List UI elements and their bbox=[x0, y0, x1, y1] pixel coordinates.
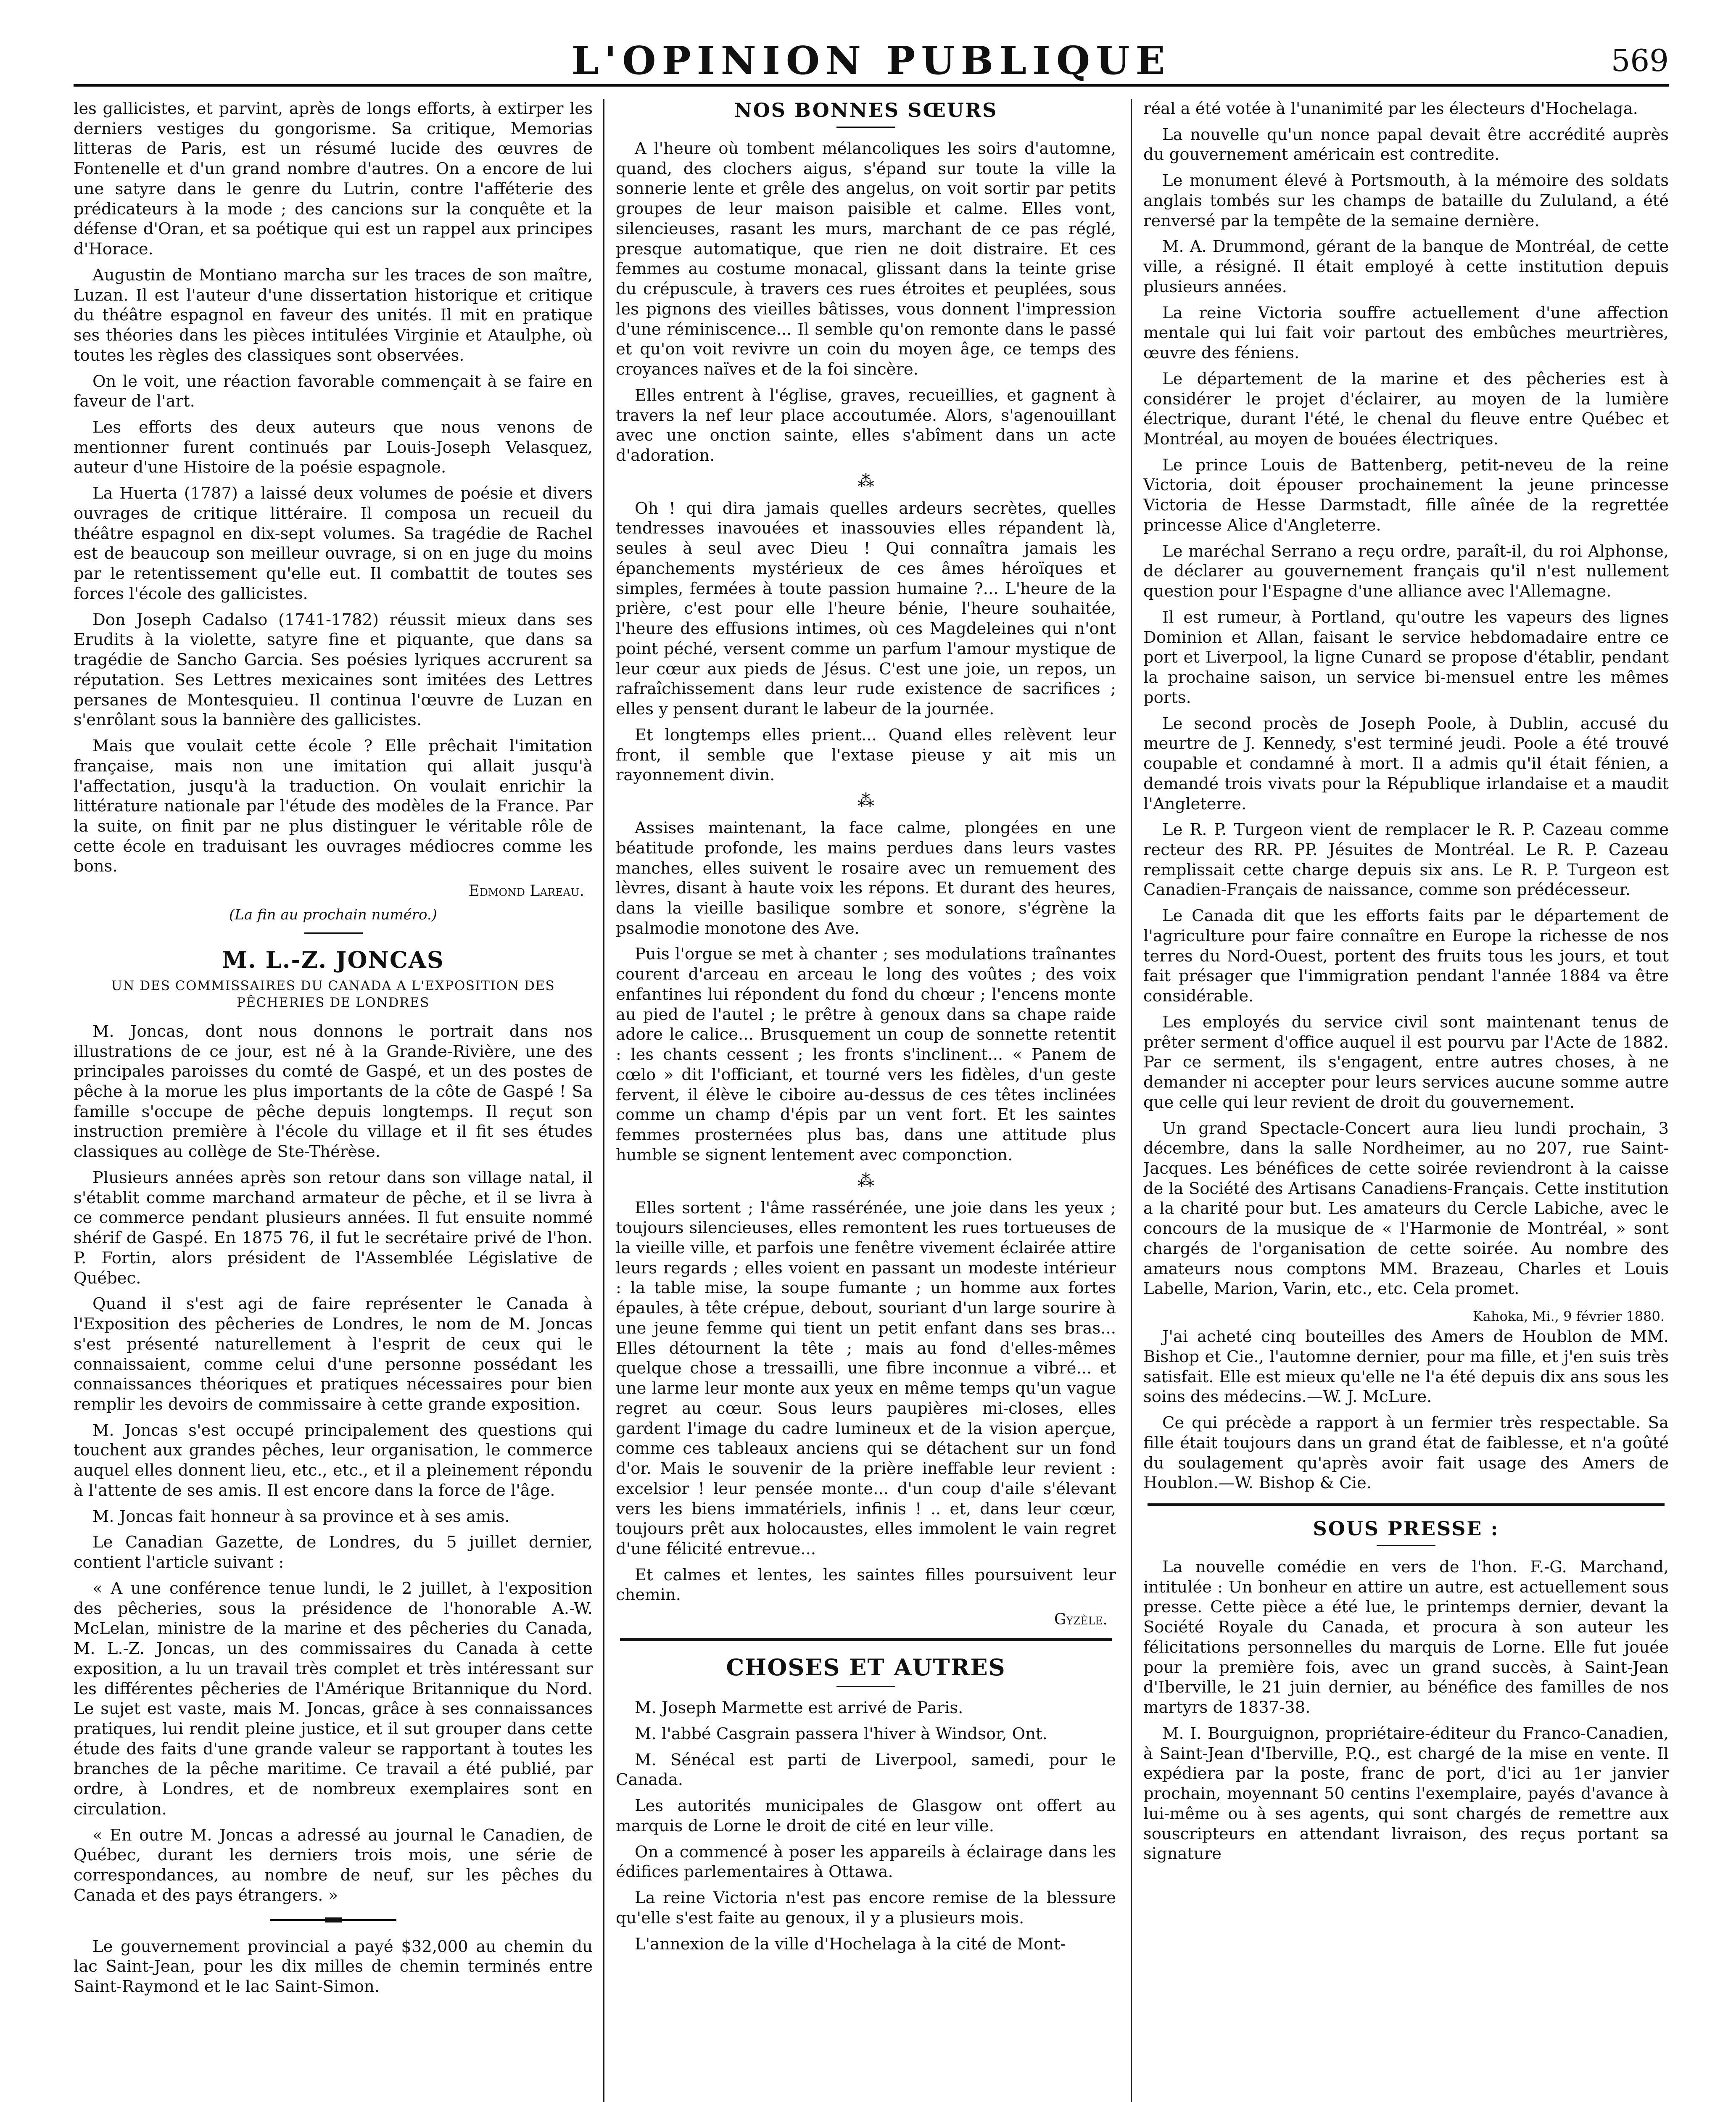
article-heading-bonnes-soeurs: NOS BONNES SŒURS bbox=[734, 99, 998, 121]
separator-rule bbox=[304, 932, 363, 934]
article-paragraph: Elles sortent ; l'âme rassérénée, une joie dans les yeux ; toujours silencieuses, elles remontent les rues tortueuses de la vieille ville, et parfois une fenêtre vivement éclairée attire leurs regards ; elles voient en passant un modeste intérieur : la table mise, la soupe fumante ; un homme aux fortes épaules, à tête crépue, debout, souriant d'un large sourire à une jeune femme qui tient un petit enfant dans ses bras... Elles détournent la tête ; mais au fond d'elles-mêmes quelque chose a tressailli, une fibre inconnue a vibré... et une larme leur monte aux yeux en même temps qu'un vague regret au cœur. Sous leurs paupières mi-closes, elles gardent l'image du cadre lumineux et de la vision aperçue, comme ces tableaux anciens qui se détachent sur un fond d'or. Mais le souvenir de la prière ineffable leur revient : excelsior ! leur pensée monte... d'un coup d'aile s'élevant vers les biens immatériels, infinis ! .. et, dans leur cœur, toujours prêt aux holocaustes, elles immolent le vain regret d'une félicité entrevue... bbox=[616, 1198, 1116, 1558]
article-paragraph: Puis l'orgue se met à chanter ; ses modulations traînantes courent d'arceau en arceau le long des voûtes ; des voix enfantines lui répondent du fond du chœur ; l'encens monte au pied de l'autel ; le prêtre à genoux dans sa chape raide adore le calice... Brusquement un coup de sonnette retentit : les chants cessent ; les fronts s'inclinent... « Panem de cœlo » dit l'officiant, et tourné vers les fidèles, d'un geste fervent, il élève le ciboire au-dessus de ces têtes inclinées comme un champ d'épis par un vent fort. Et les saintes femmes prosternées plus bas, dans une attitude plus humble se signent lentement avec componction. bbox=[616, 945, 1116, 1165]
news-item: Un grand Spectacle-Concert aura lieu lundi prochain, 3 décembre, dans la salle Nordheimer, au no 207, rue Saint-Jacques. Les bénéfices de cette soirée reviendront à la caisse de la Société des Artisans Canadiens-Français. Cette institution a la charité pour but. Les amateurs du Cercle Labiche, avec le concours de la musique de « l'Harmonie de Montréal, » sont chargés de l'organisation de cette soirée. Au nombre des amateurs nous comptons MM. Brazeau, Charles et Louis Labelle, Marion, Varin, etc., etc. Cela promet. bbox=[1143, 1119, 1669, 1299]
article-heading-joncas: M. L.-Z. JONCAS bbox=[222, 946, 444, 974]
article-paragraph: M. Joncas, dont nous donnons le portrait dans nos illustrations de ce jour, est né à la Grande-Rivière, une des principales paroisses du comté de Gaspé, et un des postes de pêche à la morue les plus importants de la côte de Gaspé ! Sa famille s'occupe de pêche depuis longtemps. Il reçut son instruction première à l'école du village et il fit ses études classiques au collège de Ste-Thérèse. bbox=[74, 1022, 593, 1162]
article-paragraph: Le gouvernement provincial a payé $32,000 au chemin du lac Saint-Jean, pour les dix milles de chemin terminés entre Saint-Raymond et le lac Saint-Simon. bbox=[74, 1937, 593, 1996]
article-paragraph: Les efforts des deux auteurs que nous venons de mentionner furent continués par Louis-Joseph Velasquez, auteur d'une Histoire de la poésie espagnole. bbox=[74, 418, 593, 477]
article-heading-sous-presse: SOUS PRESSE : bbox=[1313, 1517, 1499, 1540]
article-paragraph: Quand il s'est agi de faire représenter le Canada à l'Exposition des pêcheries de Londres, le nom de M. Joncas s'est présenté naturellement à l'esprit de ceux qui le connaissaient, comme celui d'une personne possédant les connaissances théoriques et pratiques nécessaires pour bien remplir les devoirs de commissaire à cette grande exposition. bbox=[74, 1294, 593, 1414]
column-divider bbox=[1131, 99, 1132, 2102]
news-item: L'annexion de la ville d'Hochelaga à la cité de Mont- bbox=[635, 1934, 1066, 1954]
article-paragraph: Don Joseph Cadalso (1741-1782) réussit mieux dans ses Erudits à la violette, satyre fine et piquante, que dans sa tragédie de Sancho Garcia. Ses poésies lyriques accrurent sa réputation. Ses Lettres mexicaines sont imitées des Lettres persanes de Montesquieu. Il continua l'œuvre de Luzan en s'enrôlant sous la bannière des gallicistes. bbox=[74, 610, 593, 730]
news-item: M. Joseph Marmette est arrivé de Paris. bbox=[635, 1698, 963, 1718]
news-item: M. A. Drummond, gérant de la banque de Montréal, de cette ville, a résigné. Il était employé à cette institution depuis plusieurs années. bbox=[1143, 237, 1669, 296]
article-paragraph: Assises maintenant, la face calme, plongées en une béatitude profonde, les mains perdues dans leurs vastes manches, elles suivent le rosaire avec un remuement des lèvres, disant à haute voix les répons. Et durant des heures, dans la vieille basilique sombre et sonore, s'égrène la psalmodie monotone des Ave. bbox=[616, 819, 1116, 938]
continued-note: (La fin au prochain numéro.) bbox=[229, 906, 437, 924]
news-item: On a commencé à poser les appareils à éclairage dans les édifices parlementaires à Ottawa. bbox=[616, 1842, 1116, 1882]
news-item: La reine Victoria n'est pas encore remise de la blessure qu'elle s'est faite au genoux, il y a plusieurs mois. bbox=[616, 1888, 1116, 1928]
article-paragraph: « A une conférence tenue lundi, le 2 juillet, à l'exposition des pêcheries, sous la présidence de l'honorable A.-W. McLelan, ministre de la marine et des pêcheries du Canada, M. L.-Z. Joncas, un des commissaires du Canada à cette exposition, a lu un travail très complet et très intéressant sur les différentes pêcheries de l'Amérique Britannique du Nord. Le sujet est vaste, mais M. Joncas, grâce à ses connaissances pratiques, lui rendit pleine justice, et il sut grouper dans cette étude des faits d'une grande valeur se rapportant à toutes les branches de la pêche maritime. Ce travail a été publié, par ordre, à Londres, et de nombreux exemplaires sont en circulation. bbox=[74, 1579, 593, 1819]
page-number: 569 bbox=[1611, 43, 1669, 78]
separator-rule bbox=[836, 127, 895, 128]
masthead bbox=[74, 21, 1669, 87]
article-paragraph: M. I. Bourguignon, propriétaire-éditeur du Franco-Canadien, à Saint-Jean d'Iberville, P.Q., est chargé de la mise en vente. Il expédiera par la poste, franc de port, d'ici au 1er janvier prochain, moyennant 50 centins l'exemplaire, payés d'avance à lui-même ou à ses agents, qui sont chargés de remettre aux souscripteurs en attendant livraison, des reçus portant sa signature bbox=[1143, 1724, 1669, 1864]
asterism-icon: ⁂ bbox=[857, 1171, 874, 1191]
article-paragraph: La nouvelle comédie en vers de l'hon. F.-G. Marchand, intitulée : Un bonheur en attire un autre, est actuellement sous presse. Cette pièce a été lue, le printemps dernier, devant la Société Royale du Canada, et procura à son auteur les félicitations personnelles du marquis de Lorne. Elle fut jouée pour la première fois, avec un grand succès, à Saint-Jean d'Iberville, le 21 juin dernier, au bénéfice des familles de nos martyrs de 1837-38. bbox=[1143, 1558, 1669, 1717]
news-item: Le monument élevé à Portsmouth, à la mémoire des soldats anglais tombés sur les champs de bataille du Zululand, a été renversé par la tempête de la semaine dernière. bbox=[1143, 171, 1669, 230]
asterism-icon: ⁂ bbox=[857, 471, 874, 491]
news-item: Il est rumeur, à Portland, qu'outre les vapeurs des lignes Dominion et Allan, faisant le service hebdomadaire entre ce port et Liverpool, la ligne Cunard se propose d'établir, pendant la prochaine saison, un service bi-mensuel entre les mêmes ports. bbox=[1143, 607, 1669, 707]
newspaper-title: L'OPINION PUBLIQUE bbox=[571, 38, 1171, 83]
news-item: Les autorités municipales de Glasgow ont offert au marquis de Lorne le droit de cité en leur ville. bbox=[616, 1796, 1116, 1835]
separator-rule bbox=[836, 1686, 895, 1687]
news-item: Les employés du service civil sont maintenant tenus de prêter serment d'office auquel il est pourvu par l'Acte de 1882. Par ce serment, ils s'engagent, entre autres choses, à ne demander ni accepter pour leurs services aucune somme autre que celle qui leur revient de droit du gouvernement. bbox=[1143, 1012, 1669, 1112]
section-rule bbox=[620, 1638, 1112, 1641]
news-item: Le prince Louis de Battenberg, petit-neveu de la reine Victoria, doit épouser prochainement la jeune princesse Victoria de Hesse Darmstadt, fille aînée de la regrettée princesse Alice d'Angleterre. bbox=[1143, 455, 1669, 535]
article-paragraph: Et longtemps elles prient... Quand elles relèvent leur front, il semble que l'extase pieuse y ait mis un rayonnement divin. bbox=[616, 725, 1116, 785]
separator-rule bbox=[1377, 1545, 1435, 1546]
testimonial-dateline: Kahoka, Mi., 9 février 1880. bbox=[1472, 1308, 1665, 1325]
article-paragraph: Oh ! qui dira jamais quelles ardeurs secrètes, quelles tendresses inavouées et inassouvies elles répandent là, seules à seul avec Dieu ! Qui connaîtra jamais les épanchements mystérieux de ces âmes héroïques et simples, fermées à toute passion humaine ?... L'heure de la prière, c'est pour elle l'heure bénie, l'heure souhaitée, l'heure des effusions intimes, où ces Magdeleines qui n'ont point péché, versent comme un parfum l'amour mystique de leur cœur aux pieds de Jésus. C'est une joie, un repos, un rafraîchissement dans leur rude existence de sacrifices ; elles y pensent durant le labeur de la journée. bbox=[616, 499, 1116, 719]
article-paragraph: les gallicistes, et parvint, après de longs efforts, à extirper les derniers vestiges du gongorisme. Sa critique, Memorias litteras de Paris, est un résumé lucide des œuvres de Fontenelle et d'un grand nombre d'autres. On a encore de lui une satyre dans le genre du Lutrin, contre l'afféterie des prédicateurs à la mode ; des cancions sur la conquête et la défense d'Oran, et sa poétique qui est un rappel aux principes d'Horace. bbox=[74, 99, 593, 259]
testimonial-paragraph: Ce qui précède a rapport à un fermier très respectable. Sa fille était toujours dans un grand état de faiblesse, et n'a goûté du soulagement qu'après avoir fait usage des Amers de Houblon.—W. Bishop & Cie. bbox=[1143, 1413, 1669, 1493]
news-item: Le département de la marine et des pêcheries est à considérer le projet d'éclairer, au moyen de la lumière électrique, durant l'été, le chenal du fleuve entre Québec et Montréal, au moyen de bouées électriques. bbox=[1143, 369, 1669, 449]
article-paragraph: A l'heure où tombent mélancoliques les soirs d'automne, quand, des clochers aigus, s'épand sur toute la ville la sonnerie lente et grêle des angelus, on voit sortir par petits groupes de leur maison paisible et calme. Elles vont, silencieuses, rasant les murs, marchant de ce pas réglé, presque automatique, que rien ne doit distraire. Et ces femmes au costume monacal, glissant dans la teinte grise du crépuscule, à travers ces rues étroites et peuplées, sous les pignons des vieilles bâtisses, vous donnent l'impression d'une réminiscence... Il semble qu'on remonte dans le passé et qu'on voit revivre un coin du moyen âge, ce temps des croyances naïves et de la foi sincère. bbox=[616, 139, 1116, 379]
news-item: Le Canada dit que les efforts faits par le département de l'agriculture pour faire connaître en Europe la richesse de nos terres du Nord-Ouest, portent des fruits tous les jours, et tout fait présager que l'immigration pendant l'année 1884 va être considérable. bbox=[1143, 906, 1669, 1006]
news-item: Le R. P. Turgeon vient de remplacer le R. P. Cazeau comme recteur des RR. PP. Jésuites de Montréal. Le R. P. Cazeau remplissait cette charge depuis six ans. Le R. P. Turgeon est Canadien-Français de naissance, comme son prédécesseur. bbox=[1143, 820, 1669, 900]
article-paragraph: Et calmes et lentes, les saintes filles poursuivent leur chemin. bbox=[616, 1565, 1116, 1605]
article-paragraph: « En outre M. Joncas a adressé au journal le Canadien, de Québec, durant les derniers trois mois, une série de correspondances, au nombre de neuf, sur les pêches du Canada et des pays étrangers. » bbox=[74, 1825, 593, 1905]
article-paragraph: Mais que voulait cette école ? Elle prêchait l'imitation française, mais non une imitation qui allait jusqu'à l'affectation, jusqu'à la traduction. On voulait enrichir la littérature nationale par l'étude des modèles de la France. Par la suite, on finit par ne plus distinguer le véritable rôle de cette école en traduisant les ouvrages médiocres comme les bons. bbox=[74, 737, 593, 876]
author-signature: Gyzèle. bbox=[1054, 1611, 1108, 1629]
article-paragraph: M. Joncas s'est occupé principalement des questions qui touchent aux grandes pêches, leur organisation, le commerce auquel elles donnent lieu, etc., etc., et il a pleinement répondu à l'attente de ses amis. Il est encore dans la force de l'âge. bbox=[74, 1421, 593, 1500]
article-paragraph: Elles entrent à l'église, graves, recueillies, et gagnent à travers la nef leur place accoutumée. Alors, s'agenouillant avec une onction sainte, elles s'abîment dans un acte d'adoration. bbox=[616, 386, 1116, 465]
news-item: La reine Victoria souffre actuellement d'une affection mentale qui lui fait voir partout des embûches meurtrières, œuvre des féniens. bbox=[1143, 303, 1669, 363]
article-heading-choses: CHOSES ET AUTRES bbox=[726, 1654, 1006, 1681]
news-item: M. l'abbé Casgrain passera l'hiver à Windsor, Ont. bbox=[635, 1724, 1047, 1743]
section-rule bbox=[1148, 1503, 1665, 1506]
news-item: Le second procès de Joseph Poole, à Dublin, accusé du meurtre de J. Kennedy, s'est terminé jeudi. Poole a été trouvé coupable et condamné à mort. Il a admis qu'il était fénien, a demandé trois vivats pour la République irlandaise et a maudit l'Angleterre. bbox=[1143, 714, 1669, 813]
article-paragraph: La Huerta (1787) a laissé deux volumes de poésie et divers ouvrages de critique littéraire. Il composa un recueil du théâtre espagnol en dix-sept volumes. Sa tragédie de Rachel est de beaucoup son meilleur ouvrage, si on en juge du moins par le retentissement qu'elle eut. Il combattit de toutes ses forces l'école des gallicistes. bbox=[74, 484, 593, 603]
column-3 bbox=[1143, 99, 1669, 2102]
column-divider bbox=[603, 99, 604, 2102]
news-item: Le maréchal Serrano a reçu ordre, paraît-il, du roi Alphonse, de déclarer au gouvernement français qu'il n'est nullement question pour l'Espagne d'une alliance avec l'Allemagne. bbox=[1143, 541, 1669, 601]
article-paragraph: Augustin de Montiano marcha sur les traces de son maître, Luzan. Il est l'auteur d'une dissertation historique et critique du théâtre espagnol en faveur des unités. Il mit en pratique ses théories dans les pièces intitulées Virginie et Ataulphe, où toutes les règles des classiques sont observées. bbox=[74, 265, 593, 365]
article-paragraph: Plusieurs années après son retour dans son village natal, il s'établit comme marchand armateur de pêche, et il se livra à ce commerce pendant plusieurs années. Il fut ensuite nommé shérif de Gaspé. En 1875 76, il fut le secrétaire privé de l'hon. P. Fortin, alors président de l'Assemblée Législative de Québec. bbox=[74, 1168, 593, 1288]
column-2 bbox=[616, 99, 1116, 2102]
news-item: La nouvelle qu'un nonce papal devait être accrédité auprès du gouvernement américain est contredite. bbox=[1143, 125, 1669, 164]
news-item: réal a été votée à l'unanimité par les électeurs d'Hochelaga. bbox=[1143, 99, 1638, 118]
article-paragraph: M. Joncas fait honneur à sa province et à ses amis. bbox=[92, 1507, 510, 1526]
column-1 bbox=[74, 99, 593, 2102]
testimonial-paragraph: J'ai acheté cinq bouteilles des Amers de Houblon de MM. Bishop et Cie., l'automne dernier, pour ma fille, et j'en suis très satisfait. Elle est mieux qu'elle ne l'a été depuis dix ans sous les soins des médecins.—W. J. McLure. bbox=[1143, 1327, 1669, 1407]
author-signature: Edmond Lareau. bbox=[468, 882, 584, 900]
article-paragraph: Le Canadian Gazette, de Londres, du 5 juillet dernier, contient l'article suivant : bbox=[74, 1533, 593, 1572]
article-paragraph: On le voit, une réaction favorable commençait à se faire en faveur de l'art. bbox=[74, 372, 593, 411]
asterism-icon: ⁂ bbox=[857, 791, 874, 811]
ornament-rule bbox=[270, 1917, 396, 1922]
article-subheading: UN DES COMMISSAIRES DU CANADA A L'EXPOSITION DES PÊCHERIES DE LONDRES bbox=[111, 978, 555, 1011]
news-item: M. Sénécal est parti de Liverpool, samedi, pour le Canada. bbox=[616, 1750, 1116, 1790]
